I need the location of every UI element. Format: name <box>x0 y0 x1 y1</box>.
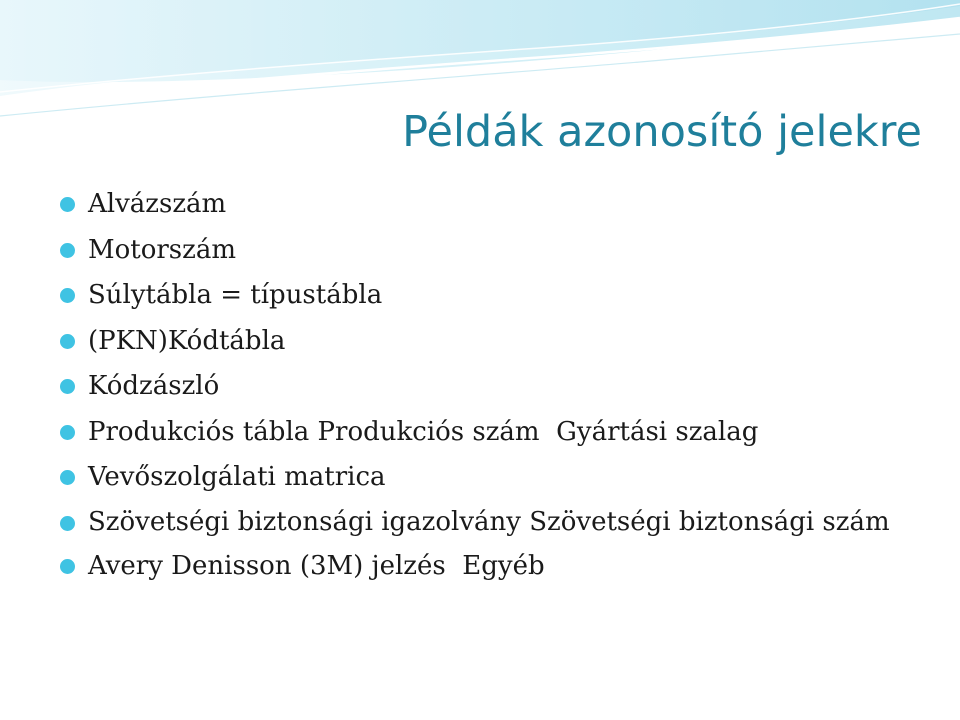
bullet-icon <box>60 334 75 349</box>
bullet-icon <box>60 516 75 531</box>
list-item-text: Avery Denisson (3M) jelzés Egyéb <box>88 551 545 581</box>
list-item-text: Szövetségi biztonsági igazolvány Szövetségi biztonsági szám <box>88 506 890 537</box>
list-item <box>56 277 936 314</box>
list-item <box>56 459 936 496</box>
list-item-text: Motorszám <box>88 234 237 265</box>
list-item <box>56 548 936 585</box>
list-item <box>56 505 908 540</box>
bullet-icon <box>60 470 75 485</box>
bullet-icon <box>60 243 75 258</box>
list-item <box>56 232 936 269</box>
list-item-text: Súlytábla = típustábla <box>88 280 383 310</box>
list-item-text: Produkciós tábla Produkciós szám Gyártási szalag <box>88 416 759 447</box>
bullet-list <box>56 186 936 594</box>
bullet-icon <box>60 559 75 574</box>
slide-title: Példák azonosító jelekre <box>402 107 922 157</box>
bullet-icon <box>60 288 75 303</box>
list-item-text: Alvázszám <box>88 189 227 219</box>
list-item-text: Vevőszolgálati matrica <box>88 462 386 492</box>
list-item <box>56 414 936 451</box>
bullet-icon <box>60 197 75 212</box>
list-item <box>56 323 936 360</box>
list-item <box>56 186 936 223</box>
list-item <box>56 368 936 405</box>
list-item-text: Kódzászló <box>88 371 220 401</box>
bullet-icon <box>60 379 75 394</box>
list-item-text: (PKN)Kódtábla <box>88 325 286 356</box>
bullet-icon <box>60 425 75 440</box>
